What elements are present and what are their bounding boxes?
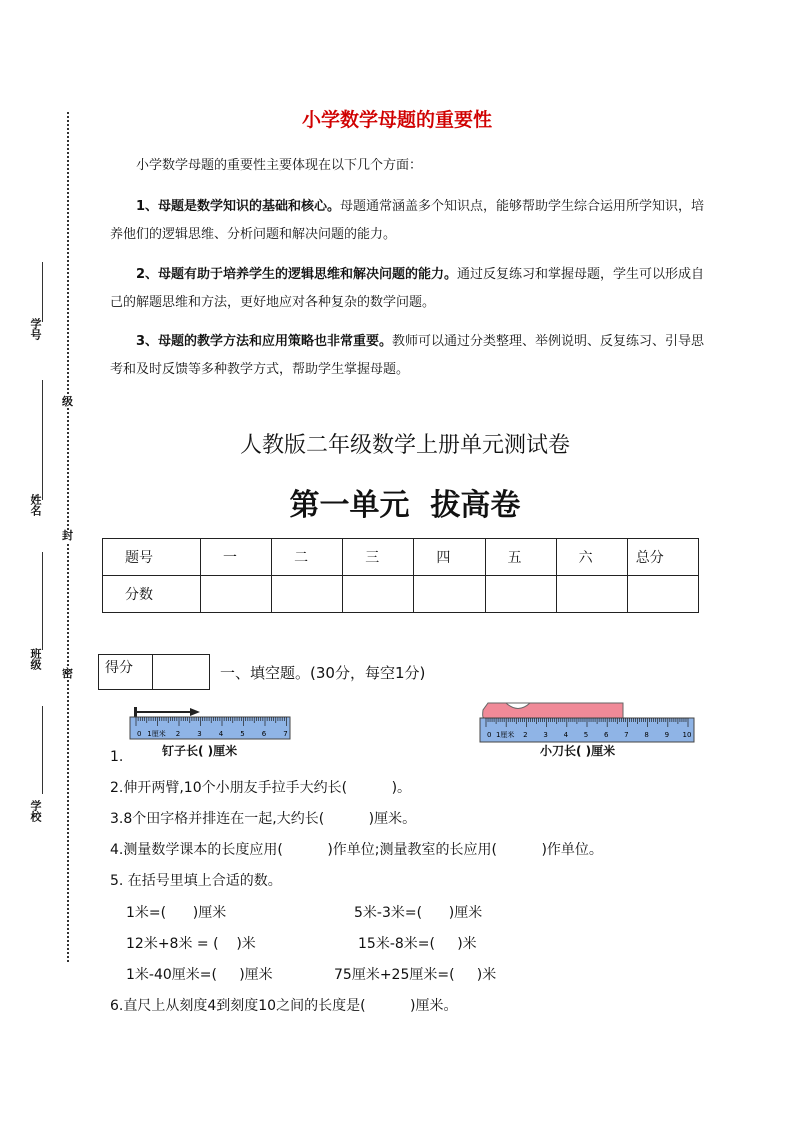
question-5: 5. 在括号里填上合适的数。 [110,873,282,889]
right-ruler-tick-label: 7 [624,731,629,739]
binding-char-1: 级 [62,395,73,408]
right-ruler-tick-label: 8 [644,731,649,739]
intro-point-3-text: 教师可以通过分类整理、举例说明、反复练习、引导思考和及时反馈等多种教学方式，帮助学生掌握母题。 [110,334,705,377]
score-table-score-row [103,576,699,613]
right-ruler-tick-label: 9 [664,731,670,739]
intro-point-1-bold: 1、母题是数学知识的基础和核心。 [136,199,341,214]
score-cell[interactable] [414,576,485,613]
score-cell[interactable] [343,576,414,613]
student-id-label: 学号 [29,318,42,340]
score-cell[interactable] [272,576,343,613]
right-ruler-tick-label: 1厘米 [495,731,515,739]
q5-item-2: 5米-3米=( )厘米 [354,905,483,921]
right-ruler-tick-label: 5 [583,731,589,739]
binding-char-2: 封 [62,529,73,542]
right-ruler-tick-label: 10 [682,731,692,739]
left-ruler-tick-label: 6 [261,730,267,738]
intro-lead: 小学数学母题的重要性主要体现在以下几个方面： [136,158,423,173]
school-line [42,706,43,794]
exam-title: 人教版二年级数学上册单元测试卷 [239,433,570,458]
section1-title: 一、填空题。(30分，每空1分) [220,664,426,682]
intro-point-2 [110,261,715,317]
score-header-cell: 题号 [103,539,201,576]
right-ruler-tick-label: 4 [563,731,569,739]
question-3: 3.8个田字格并排连在一起,大约长( )厘米。 [110,811,417,827]
q5-item-3: 12米+8米 = ( )米 [126,936,256,952]
right-ruler-tick-label: 6 [603,731,609,739]
intro-point-1-text: 母题通常涵盖多个知识点，能够帮助学生综合运用所学知识，培养他们的逻辑思维、分析问题和解决问题的能力。 [110,199,705,242]
left-ruler-tick-label: 4 [218,730,224,738]
intro-point-1 [110,193,715,249]
left-ruler-tick-label: 7 [283,730,288,738]
score-cell[interactable] [485,576,556,613]
question-6: 6.直尺上从刻度4到刻度10之间的长度是( )厘米。 [110,998,458,1014]
knife-ruler-figure [478,700,698,744]
left-ruler-tick-label: 0 [137,730,142,738]
name-label: 姓名 [29,494,42,516]
binding-char-3: 密 [62,667,73,680]
knife-handle [483,703,623,718]
left-ruler-tick-label: 1厘米 [147,730,166,738]
score-cell[interactable] [627,576,698,613]
score-cell[interactable] [201,576,272,613]
score-header-cell: 六 [556,539,627,576]
score-header-cell: 五 [485,539,556,576]
q5-item-5: 1米-40厘米=( )厘米 [126,967,273,983]
q5-item-4: 15米-8米=( )米 [358,936,477,952]
left-ruler-tick-label: 2 [175,730,181,738]
right-ruler-tick-label: 2 [523,731,528,739]
exam-subtitle: 第一单元 拔高卷 [289,488,521,523]
score-header-cell: 二 [272,539,343,576]
intro-point-2-bold: 2、母题有助于培养学生的逻辑思维和解决问题的能力。 [136,267,458,282]
q5-item-1: 1米=( )厘米 [126,905,227,921]
score-cell[interactable] [556,576,627,613]
score-header-cell: 总分 [627,539,698,576]
score-row-label: 分数 [103,576,201,613]
intro-title: 小学数学母题的重要性 [301,109,492,131]
score-box-label: 得分 [99,655,153,689]
question-4: 4.测量数学课本的长度应用( )作单位;测量教室的长应用( )作单位。 [110,842,603,858]
score-table-header-row [103,539,699,576]
nail-head [134,707,137,717]
left-ruler-tick-label: 5 [240,730,245,738]
class-label: 班级 [29,648,42,670]
right-ruler-tick-label: 3 [543,731,548,739]
question-2: 2.伸开两臂,10个小朋友手拉手大约长( )。 [110,780,412,796]
section-score-box [98,654,210,690]
nail-tip [190,708,200,716]
student-id-line [42,262,43,322]
knife-caption: 小刀长( )厘米 [540,744,616,758]
score-header-cell: 四 [414,539,485,576]
score-header-cell: 三 [343,539,414,576]
score-table [102,538,699,613]
intro-point-3-bold: 3、母题的教学方法和应用策略也非常重要。 [136,334,393,349]
nail-caption: 钉子长( )厘米 [162,744,238,758]
class-line [42,552,43,650]
school-label: 学校 [29,800,42,822]
q1-number: 1. [110,749,124,765]
nail-ruler-figure [128,703,294,741]
score-header-cell: 一 [201,539,272,576]
intro-point-3 [110,328,715,384]
right-ruler-tick-label: 0 [487,731,492,739]
intro-point-2-text: 通过反复练习和掌握母题，学生可以形成自己的解题思维和方法，更好地应对各种复杂的数学问题。 [110,267,705,310]
left-ruler-tick-label: 3 [197,730,202,738]
q5-item-6: 75厘米+25厘米=( )米 [334,967,497,983]
